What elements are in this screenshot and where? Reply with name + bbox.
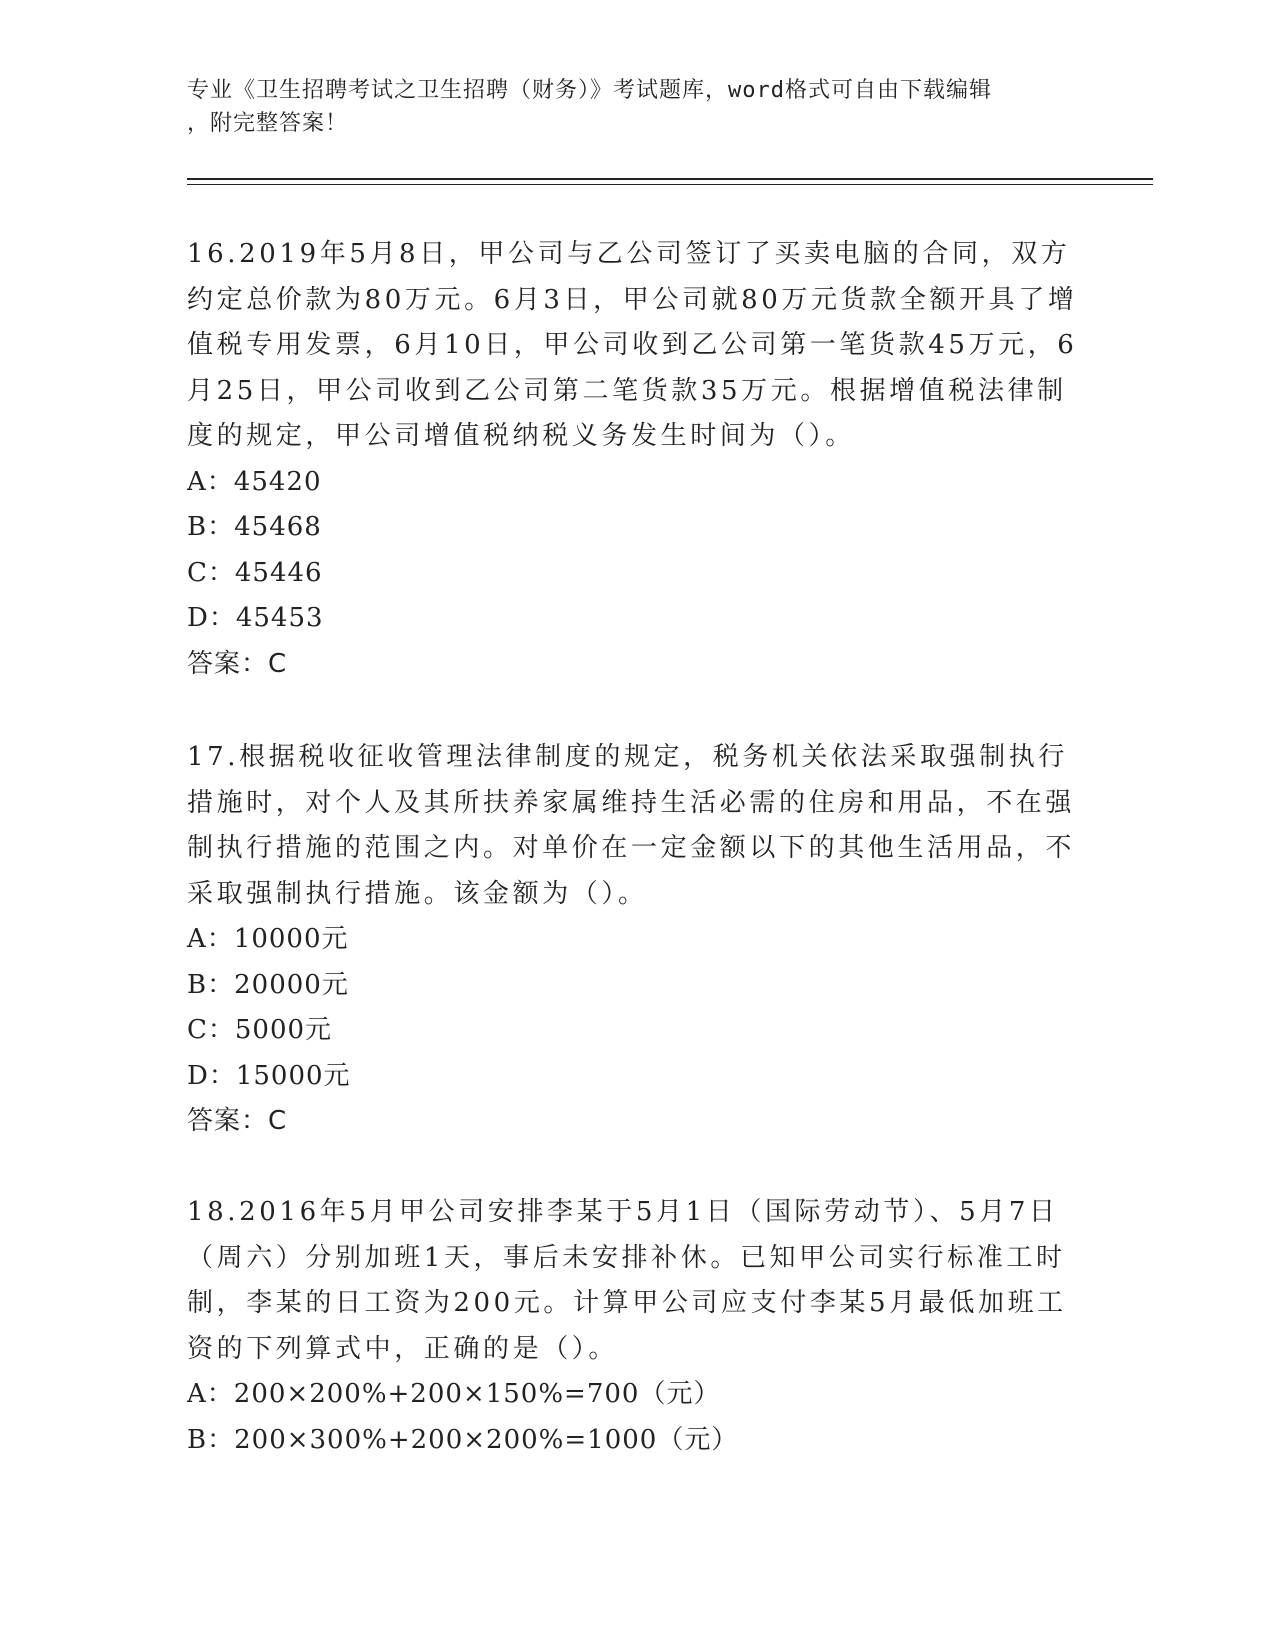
header-line-2: ，附完整答案！ bbox=[187, 111, 349, 136]
question-stem: 17.根据税收征收管理法律制度的规定，税务机关依法采取强制执行措施时，对个人及其所扶养家属维持生活必需的住房和用品，不在强制执行措施的范围之内。对单价在一定金额以下的其他生活用品，不采取强制执行措施。该金额为（）。 bbox=[187, 742, 1076, 909]
option-a: A：10000元 bbox=[187, 924, 349, 954]
question-16 bbox=[187, 232, 1087, 687]
question-17 bbox=[187, 735, 1087, 1145]
option-a: A：45420 bbox=[187, 466, 322, 497]
option-b: B：45468 bbox=[187, 512, 322, 542]
header-divider-thin bbox=[187, 184, 1153, 185]
header-divider-thick bbox=[187, 178, 1153, 180]
option-d: D：15000元 bbox=[187, 1060, 351, 1091]
header-line-1: 专业《卫生招聘考试之卫生招聘（财务）》考试题库，word格式可自由下载编辑 bbox=[187, 78, 992, 103]
option-b: B：20000元 bbox=[187, 969, 349, 1000]
answer: 答案：C bbox=[187, 1106, 288, 1136]
answer: 答案：C bbox=[187, 648, 288, 679]
question-stem: 18.2016年5月甲公司安排李某于5月1日（国际劳动节）、5月7日（周六）分别加班1天，事后未安排补休。已知甲公司实行标准工时制，李某的日工资为200元。计算甲公司应支付李某5月最低加班工资的下列算式中，正确的是（）。 bbox=[187, 1197, 1067, 1364]
option-d: D：45453 bbox=[187, 603, 324, 633]
question-18 bbox=[187, 1190, 1087, 1463]
option-b: B：200×300%+200×200%=1000（元） bbox=[187, 1424, 739, 1455]
question-stem: 16.2019年5月8日，甲公司与乙公司签订了买卖电脑的合同，双方约定总价款为80万元。6月3日，甲公司就80万元货款全额开具了增值税专用发票，6月10日，甲公司收到乙公司第一笔货款45万元，6月25日，甲公司收到乙公司第二笔货款35万元。根据增值税法律制度的规定，甲公司增值税纳税义务发生时间为（）。 bbox=[187, 239, 1078, 451]
document-header bbox=[187, 74, 1087, 140]
option-c: C：45446 bbox=[187, 557, 323, 588]
option-c: C：5000元 bbox=[187, 1015, 333, 1045]
option-a: A：200×200%+200×150%=700（元） bbox=[187, 1379, 721, 1409]
